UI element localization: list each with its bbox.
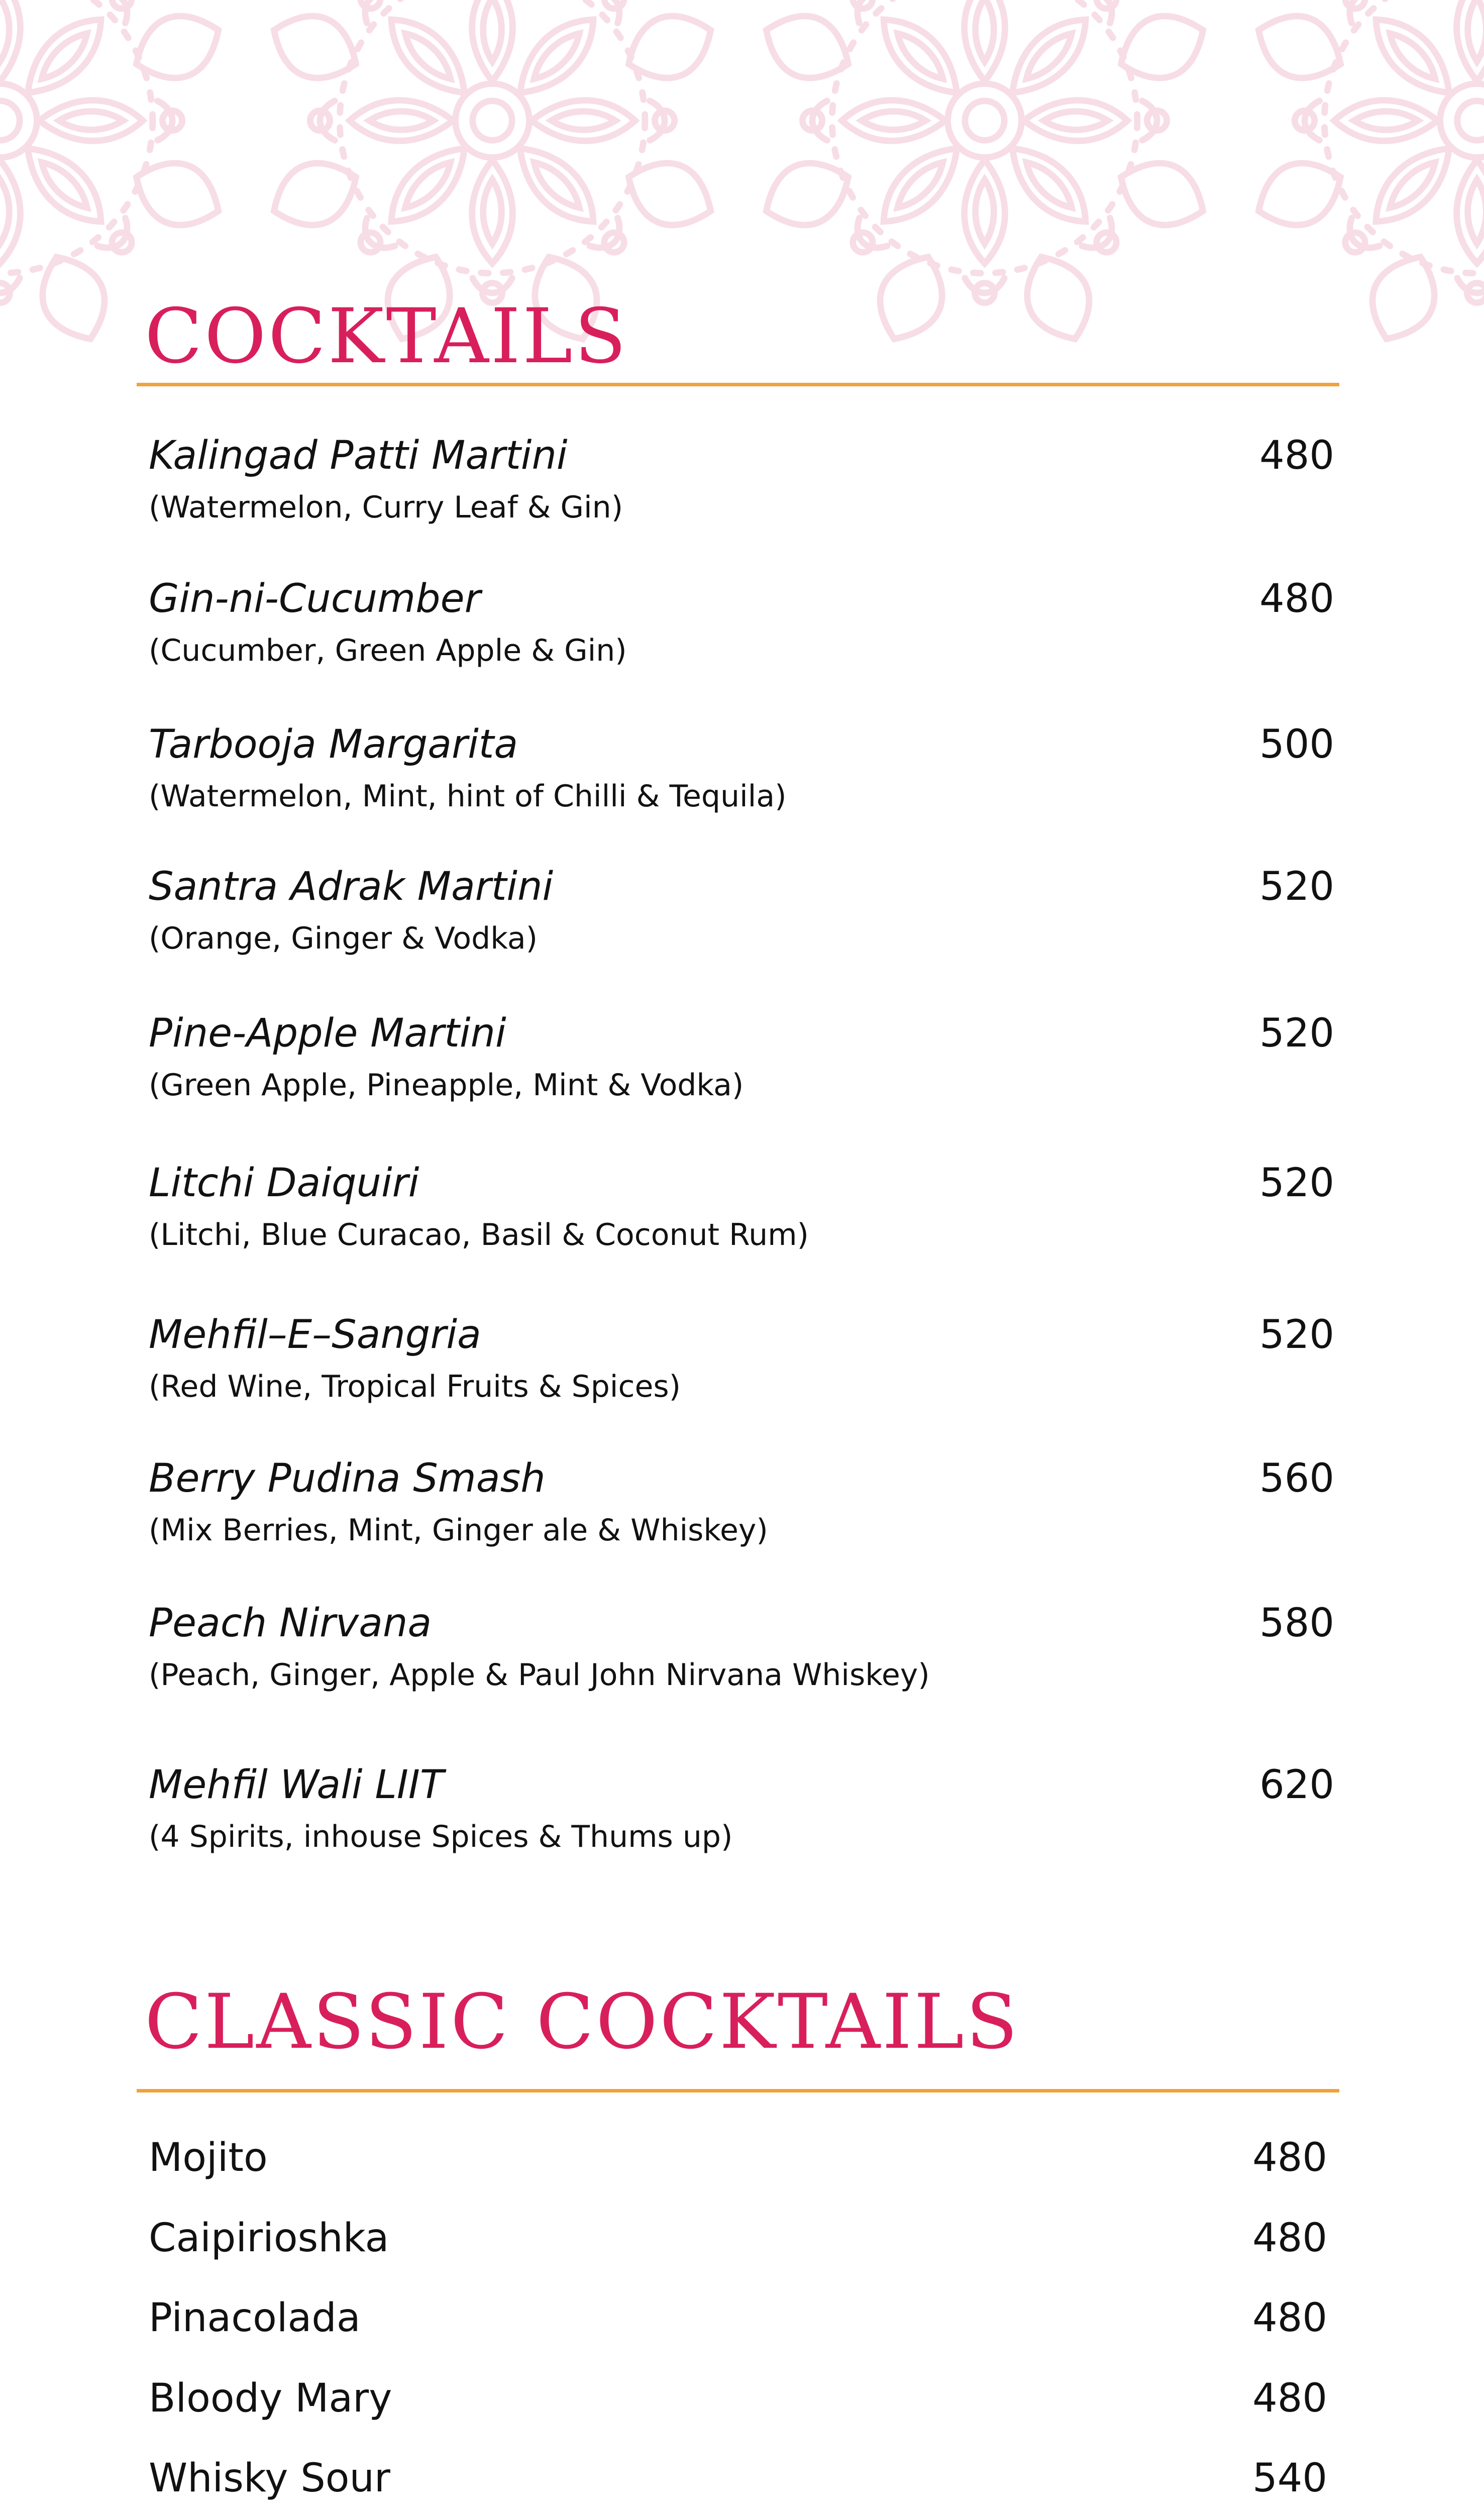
menu-item <box>149 1312 1334 1416</box>
menu-item <box>149 2376 1327 2429</box>
item-price: 520 <box>1259 1161 1334 1206</box>
menu-item <box>149 722 1334 825</box>
item-price: 480 <box>1259 433 1334 478</box>
section-title-cocktails: COCKTAILS <box>145 293 628 380</box>
item-name: Caipirioshka <box>149 2216 389 2261</box>
item-description: (Watermelon, Mint, hint of Chilli & Tequila) <box>149 779 787 814</box>
item-price: 580 <box>1259 1601 1334 1646</box>
item-name: Mojito <box>149 2135 268 2180</box>
menu-item <box>149 576 1334 680</box>
item-price: 480 <box>1252 2295 1327 2341</box>
menu-item <box>149 1762 1334 1866</box>
item-price: 480 <box>1259 576 1334 621</box>
item-description: (Green Apple, Pineapple, Mint & Vodka) <box>149 1068 744 1103</box>
item-price: 520 <box>1259 1011 1334 1056</box>
item-name: Whisky Sour <box>149 2456 390 2501</box>
item-description: (Peach, Ginger, Apple & Paul John Nirvana Whiskey) <box>149 1657 930 1693</box>
item-name: Pine-Apple Martini <box>149 1011 506 1056</box>
item-description: (Mix Berries, Mint, Ginger ale & Whiskey) <box>149 1513 768 1548</box>
section-divider <box>137 2089 1339 2092</box>
item-description: (Litchi, Blue Curacao, Basil & Coconut Rum) <box>149 1217 809 1252</box>
menu-item <box>149 2135 1327 2188</box>
item-name: Gin-ni-Cucumber <box>149 576 481 621</box>
menu-item <box>149 433 1334 537</box>
item-name: Tarbooja Margarita <box>149 722 518 767</box>
section-title-classic-cocktails: CLASSIC COCKTAILS <box>145 1978 1020 2066</box>
item-name: Peach Nirvana <box>149 1601 432 1646</box>
menu-item <box>149 2456 1327 2509</box>
menu-item <box>149 1601 1334 1704</box>
item-price: 540 <box>1252 2456 1327 2501</box>
mandala-pattern-icon <box>1231 0 1484 367</box>
item-description: (Cucumber, Green Apple & Gin) <box>149 633 627 668</box>
item-description: (Orange, Ginger & Vodka) <box>149 921 538 956</box>
item-price: 520 <box>1259 864 1334 909</box>
item-price: 480 <box>1252 2216 1327 2261</box>
item-description: (4 Spirits, inhouse Spices & Thums up) <box>149 1819 733 1854</box>
item-name: Mehfil Wali LIIT <box>149 1762 444 1808</box>
menu-item <box>149 2216 1327 2269</box>
section-divider <box>137 383 1339 386</box>
menu-item <box>149 1161 1334 1264</box>
item-price: 500 <box>1259 722 1334 767</box>
mandala-pattern-icon <box>738 0 1231 367</box>
item-name: Bloody Mary <box>149 2376 392 2421</box>
item-name: Mehfil–E–Sangria <box>149 1312 481 1357</box>
item-description: (Red Wine, Tropical Fruits & Spices) <box>149 1369 681 1404</box>
item-price: 620 <box>1259 1762 1334 1808</box>
item-name: Kalingad Patti Martini <box>149 433 568 478</box>
item-name: Berry Pudina Smash <box>149 1456 546 1501</box>
item-description: (Watermelon, Curry Leaf & Gin) <box>149 490 623 525</box>
item-price: 560 <box>1259 1456 1334 1501</box>
item-name: Litchi Daiquiri <box>149 1161 419 1206</box>
item-price: 520 <box>1259 1312 1334 1357</box>
menu-item <box>149 1011 1334 1114</box>
menu-item <box>149 864 1334 968</box>
item-price: 480 <box>1252 2376 1327 2421</box>
item-name: Pinacolada <box>149 2295 361 2341</box>
item-price: 480 <box>1252 2135 1327 2180</box>
menu-item <box>149 1456 1334 1559</box>
menu-item <box>149 2295 1327 2349</box>
item-name: Santra Adrak Martini <box>149 864 554 909</box>
